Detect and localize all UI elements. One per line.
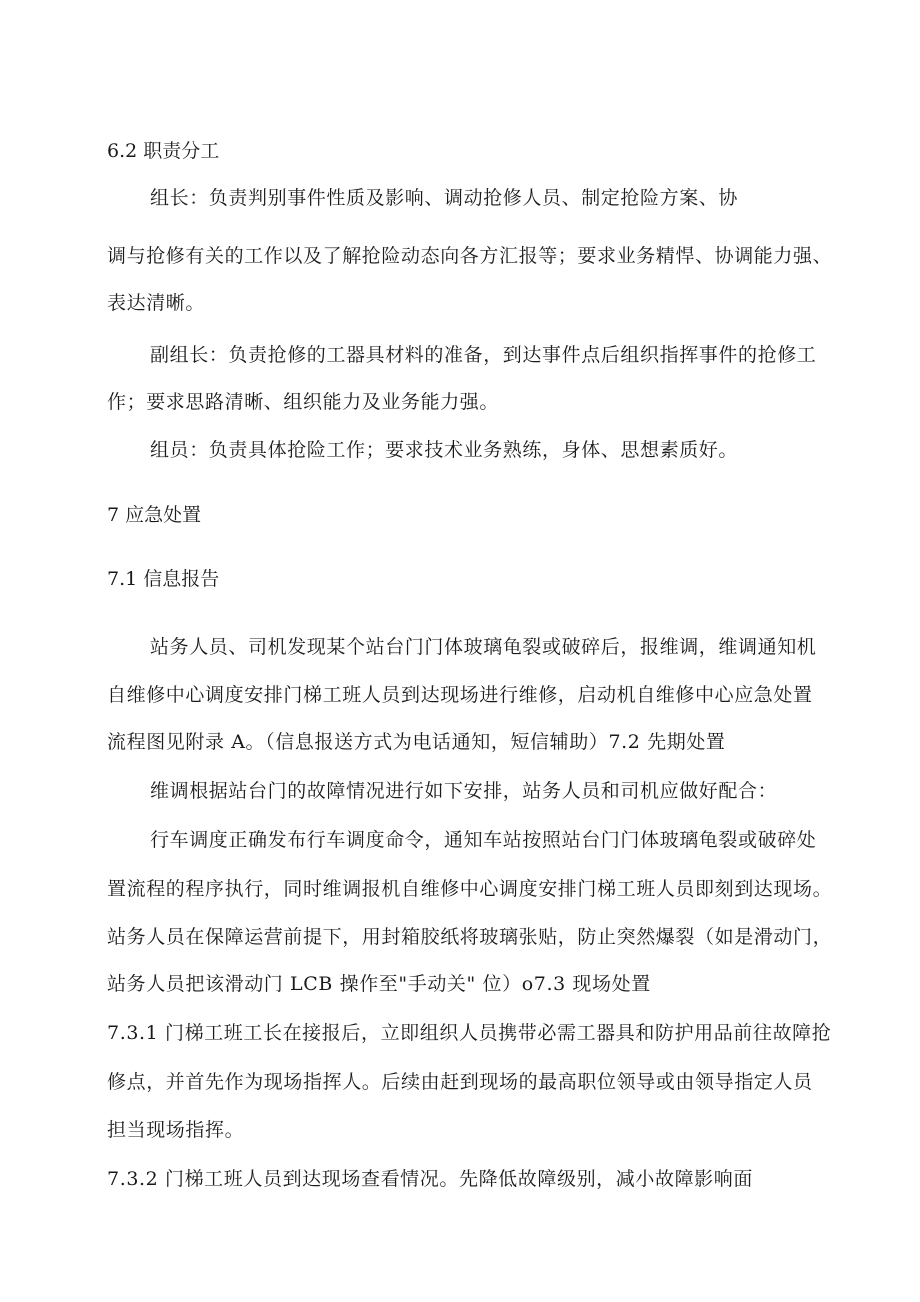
paragraph-dispatch-line-2: 置流程的程序执行，同时维调报机自维修中心调度安排门梯工班人员即刻到达现场。 xyxy=(107,878,833,900)
section-heading-7-1: 7.1 信息报告 xyxy=(107,568,220,590)
paragraph-report-line-3: 流程图见附录 A。（信息报送方式为电话通知，短信辅助）7.2 先期处置 xyxy=(107,731,726,753)
paragraph-dispatch-line-4: 站务人员把该滑动门 LCB 操作至"手动关" 位）o7.3 现场处置 xyxy=(107,973,651,995)
paragraph-report-line-2: 自维修中心调度安排门梯工班人员到达现场进行维修，启动机自维修中心应急处置 xyxy=(107,684,813,706)
paragraph-deputy-line-1: 副组长：负责抢修的工器具材料的准备，到达事件点后组织指挥事件的抢修工 xyxy=(150,344,817,366)
paragraph-report-line-1: 站务人员、司机发现某个站台门门体玻璃龟裂或破碎后，报维调，维调通知机 xyxy=(150,636,817,658)
paragraph-7-3-2-line-1: 7.3.2 门梯工班人员到达现场查看情况。先降低故障级别，减小故障影响面 xyxy=(107,1168,753,1190)
section-heading-7: 7 应急处置 xyxy=(107,504,202,526)
paragraph-7-3-1-line-3: 担当现场指挥。 xyxy=(107,1119,245,1141)
paragraph-7-3-1-line-1: 7.3.1 门梯工班工长在接报后，立即组织人员携带必需工器具和防护用品前往故障抢 xyxy=(107,1022,832,1044)
paragraph-7-3-1-line-2: 修点，并首先作为现场指挥人。后续由赶到现场的最高职位领导或由领导指定人员 xyxy=(107,1071,813,1093)
paragraph-arrange-line-1: 维调根据站台门的故障情况进行如下安排，站务人员和司机应做好配合： xyxy=(150,780,778,802)
paragraph-dispatch-line-3: 站务人员在保障运营前提下，用封箱胶纸将玻璃张贴，防止突然爆裂（如是滑动门， xyxy=(107,926,833,948)
paragraph-dispatch-line-1: 行车调度正确发布行车调度命令，通知车站按照站台门门体玻璃龟裂或破碎处 xyxy=(150,829,817,851)
paragraph-member-line-1: 组员：负责具体抢险工作；要求技术业务熟练，身体、思想素质好。 xyxy=(150,439,739,461)
paragraph-leader-line-1: 组长：负责判别事件性质及影响、调动抢修人员、制定抢险方案、协 xyxy=(150,187,739,209)
section-heading-6-2: 6.2 职责分工 xyxy=(107,140,220,162)
paragraph-deputy-line-2: 作；要求思路清晰、组织能力及业务能力强。 xyxy=(107,391,500,413)
paragraph-leader-line-3: 表达清晰。 xyxy=(107,292,206,314)
paragraph-leader-line-2: 调与抢修有关的工作以及了解抢险动态向各方汇报等；要求业务精悍、协调能力强、 xyxy=(107,245,833,267)
